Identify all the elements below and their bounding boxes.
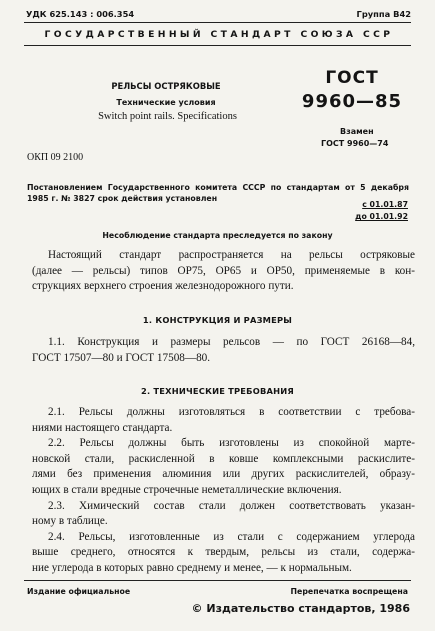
valid-until-date: до 01.01.92 [355, 212, 408, 221]
document-title: РЕЛЬСЫ ОСТРЯКОВЫЕ [111, 81, 221, 91]
reprint-prohibited-label: Перепечатка воспрещена [290, 587, 408, 596]
legal-warning: Несоблюдение стандарта преследуется по закону [102, 231, 333, 240]
standard-line: ГОСУДАРСТВЕННЫЙ СТАНДАРТ СОЮЗА ССР [44, 29, 394, 40]
section-1-line: 1.1. Конструкция и размеры рельсов — по ГОСТ 26168—84, [48, 336, 415, 348]
clause-2-4-line: ние углерода в которых равно среднему и менее, — к нормальным. [32, 561, 352, 574]
gost-number: 9960—85 [301, 91, 403, 112]
top-rule [24, 22, 411, 23]
group-code: Группа В42 [356, 9, 411, 19]
clause-2-3-line: ному в таблице. [32, 515, 108, 528]
publisher-copyright: © Издательство стандартов, 1986 [191, 602, 410, 615]
intro-paragraph [32, 248, 415, 295]
udk-code: УДК 625.143 : 006.354 [26, 9, 135, 19]
decree-line-2: 1985 г. № 3827 срок действия установлен [27, 194, 218, 203]
decree-line-1: Постановлением Государственного комитета СССР по стандартам от 5 декабря [27, 183, 409, 192]
okp-code: ОКП 09 2100 [27, 152, 84, 163]
section-1-paragraph [32, 335, 415, 366]
clause-2-2-line: лями без применения алюминия или других раскислителей, образу- [32, 468, 415, 481]
intro-line: Настоящий стандарт распространяется на рельсы остряковые [48, 249, 415, 261]
header-rule [24, 45, 411, 46]
gost-label: ГОСТ [325, 68, 379, 88]
section-1-heading: 1. КОНСТРУКЦИЯ И РАЗМЕРЫ [142, 315, 293, 325]
footer-rule [24, 580, 411, 581]
document-subtitle: Технические условия [116, 98, 216, 107]
english-title: Switch point rails. Specifications [98, 111, 237, 122]
clause-2-4-line: выше среднего, относятся к твердым, рельсы из стали, содержа- [32, 546, 415, 559]
clause-2-4-line: 2.4. Рельсы, изготовленные из стали с содержанием углерода [48, 530, 415, 543]
clause-2-1-line: ниями настоящего стандарта. [32, 421, 173, 434]
official-edition-label: Издание официальное [27, 587, 131, 596]
replaces-label: Взамен [340, 127, 374, 136]
valid-from-date: с 01.01.87 [362, 200, 408, 209]
section-2-heading: 2. ТЕХНИЧЕСКИЕ ТРЕБОВАНИЯ [141, 386, 294, 396]
clause-2-1-line: 2.1. Рельсы должны изготовляться в соответствии с требова- [48, 406, 415, 418]
replaces-value: ГОСТ 9960—74 [321, 139, 389, 148]
section-1-line: ГОСТ 17507—80 и ГОСТ 17508—80. [32, 351, 211, 364]
clause-2-3-line: 2.3. Химический состав стали должен соответствовать указан- [48, 499, 415, 512]
clause-2-2-line: ющих в стали вредные строчечные неметаллические включения. [32, 483, 342, 496]
clause-2-2-line: новской стали, раскисленной в ковше комплексными раскислите- [32, 452, 415, 465]
clause-2-2-line: 2.2. Рельсы должны быть изготовлены из спокойной марте- [48, 437, 415, 450]
section-2-paragraphs [32, 405, 415, 577]
intro-line: струкциях верхнего строения железнодорожного пути. [32, 280, 294, 293]
intro-line: (далее — рельсы) типов ОР75, ОР65 и ОР50, применяемые в кон- [32, 264, 415, 277]
